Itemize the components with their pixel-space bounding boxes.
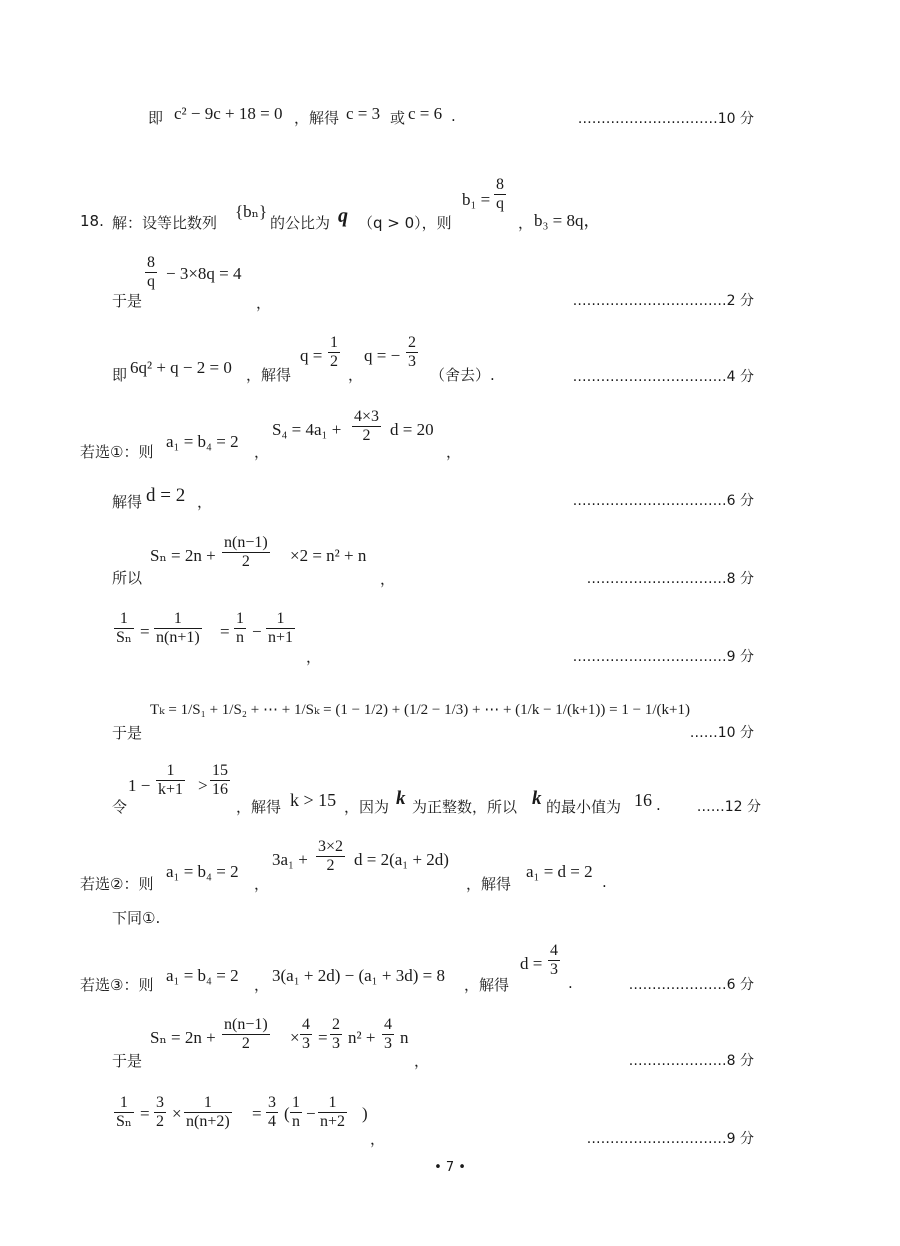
fraction: 4 3: [384, 1016, 392, 1052]
text: ，因为: [344, 798, 390, 816]
text: 即: [112, 366, 128, 384]
text: ，: [254, 443, 270, 461]
text: 下同①.: [112, 909, 161, 927]
equation: Sₙ = 2n +: [150, 546, 216, 565]
text: ，: [348, 366, 364, 384]
text: 于是: [112, 1052, 143, 1070]
score: …………………6 分: [628, 977, 754, 993]
text: ，: [518, 214, 534, 232]
equation: 3a₁ +: [272, 850, 308, 869]
text: （舍去）.: [430, 366, 495, 384]
equation: 6q² + q − 2 = 0: [130, 358, 232, 377]
score: …………………8 分: [628, 1053, 754, 1069]
fraction: 8 q: [496, 176, 504, 212]
text: .: [568, 974, 573, 992]
text: ，解得: [236, 798, 282, 816]
fraction: 4×3 2: [354, 408, 380, 444]
text: ，: [254, 976, 270, 994]
equation: a₁ = b₄ = 2: [166, 966, 239, 985]
operator: =: [220, 622, 230, 641]
equation: d = 20: [390, 420, 434, 439]
text: ，: [197, 493, 213, 511]
text: ，: [370, 1130, 386, 1148]
q2: q = −: [364, 346, 401, 365]
text: ，解得: [246, 366, 292, 384]
variable: k: [396, 788, 406, 809]
operator: −: [252, 622, 262, 641]
fraction: 1 n: [236, 610, 244, 646]
fraction: 3 4: [268, 1094, 276, 1130]
b3: b₃ = 8q，: [534, 211, 601, 230]
fraction: 1 n+2: [320, 1094, 346, 1130]
fraction: 1 n+1: [268, 610, 294, 646]
sequence: {bₙ}: [235, 202, 268, 221]
fraction: 15 16: [212, 762, 228, 798]
solution: a₁ = d = 2: [526, 862, 593, 881]
equation: Sₙ = 2n +: [150, 1028, 216, 1047]
fraction: 1 n: [292, 1094, 300, 1130]
text: 于是: [112, 724, 143, 742]
operator: ×: [172, 1104, 182, 1123]
fraction: 2 3: [408, 334, 416, 370]
operator: =: [140, 622, 150, 641]
equation: − 3×8q = 4: [166, 264, 242, 283]
fraction: 1 k+1: [158, 762, 184, 798]
variable: n: [400, 1028, 409, 1047]
operator: =: [140, 1104, 150, 1123]
fraction: 3×2 2: [318, 838, 344, 874]
text: 若选②：则: [80, 875, 154, 893]
text: 解：设等比数列: [112, 214, 218, 232]
equation: Tₖ = 1/S₁ + 1/S₂ + ⋯ + 1/Sₖ = (1 − 1/2) + (1/2 − 1/3) + ⋯ + (1/k − 1/(k+1)) = 1 − 1/(k+1): [150, 702, 690, 718]
operator: >: [198, 776, 208, 795]
page-number: • 7 •: [434, 1160, 466, 1175]
text: （q > 0），则: [358, 214, 452, 232]
fraction: 2 3: [332, 1016, 340, 1052]
score: ……12 分: [696, 799, 761, 815]
operator: (: [284, 1104, 290, 1123]
score: ……………………………9 分: [572, 649, 754, 665]
text: .: [602, 873, 607, 891]
text: 于是: [112, 292, 143, 310]
text: 所以: [112, 569, 143, 587]
fraction: 8 q: [147, 254, 155, 290]
text: ，: [256, 294, 272, 312]
operator: ×: [290, 1028, 300, 1047]
fraction: 1 n(n+1): [156, 610, 200, 646]
equation: d = 2(a₁ + 2d): [354, 850, 449, 869]
text: 即: [148, 109, 164, 127]
text: 的最小值为: [546, 798, 622, 816]
problem-number: 18.: [80, 212, 104, 230]
fraction: 3 2: [156, 1094, 164, 1130]
fraction: 1 n(n+2): [186, 1094, 230, 1130]
score: …………………………8 分: [586, 571, 754, 587]
operator: −: [306, 1104, 316, 1123]
equation: S₄ = 4a₁ +: [272, 420, 342, 439]
equation: k > 15: [290, 790, 337, 810]
score: ……10 分: [689, 725, 754, 741]
text: 令: [112, 798, 128, 816]
solution: c = 6: [408, 104, 443, 123]
text: ，: [254, 875, 270, 893]
ratio-symbol: q: [338, 205, 348, 227]
text: ，: [380, 570, 396, 588]
text: .: [656, 796, 661, 814]
operator: =: [252, 1104, 262, 1123]
fraction: 1 Sₙ: [116, 610, 132, 646]
fraction: 1 2: [330, 334, 338, 370]
equation: a₁ = b₄ = 2: [166, 432, 239, 451]
equation: 3(a₁ + 2d) − (a₁ + 3d) = 8: [272, 966, 445, 985]
q1: q =: [300, 346, 323, 365]
b1: b₁ =: [462, 190, 491, 209]
text: ，: [414, 1052, 430, 1070]
score: ……………………………6 分: [572, 493, 754, 509]
operator: ): [362, 1104, 368, 1123]
text: .: [451, 107, 456, 125]
equation: n² +: [348, 1028, 376, 1047]
text: 的公比为: [270, 214, 331, 232]
text: ，: [446, 443, 462, 461]
fraction: n(n−1) 2: [224, 1016, 268, 1052]
score: ……………………………4 分: [572, 369, 754, 385]
text: 若选③：则: [80, 976, 154, 994]
equation: c² − 9c + 18 = 0: [174, 104, 283, 123]
text: 或: [390, 109, 406, 127]
text: ，解得: [464, 976, 510, 994]
fraction: 4 3: [302, 1016, 310, 1052]
variable: k: [532, 788, 542, 809]
equation: a₁ = b₄ = 2: [166, 862, 239, 881]
score: …………………………10 分: [577, 111, 754, 127]
text: 解得: [112, 493, 143, 511]
fraction: 1 Sₙ: [116, 1094, 132, 1130]
equation: d =: [520, 954, 543, 973]
score: …………………………9 分: [586, 1131, 754, 1147]
operator: =: [318, 1028, 328, 1047]
solution: c = 3: [346, 104, 381, 123]
text: ，解得: [294, 109, 340, 127]
equation: d = 2: [146, 485, 186, 506]
equation: 1 −: [128, 776, 151, 795]
text: ，解得: [466, 875, 512, 893]
answer: 16: [634, 790, 652, 810]
fraction: n(n−1) 2: [224, 534, 268, 570]
equation: ×2 = n² + n: [290, 546, 367, 565]
text: ，: [306, 648, 322, 666]
fraction: 4 3: [550, 942, 558, 978]
text: 为正整数，所以: [412, 798, 518, 816]
score: ……………………………2 分: [572, 293, 754, 309]
text: 若选①：则: [80, 443, 154, 461]
